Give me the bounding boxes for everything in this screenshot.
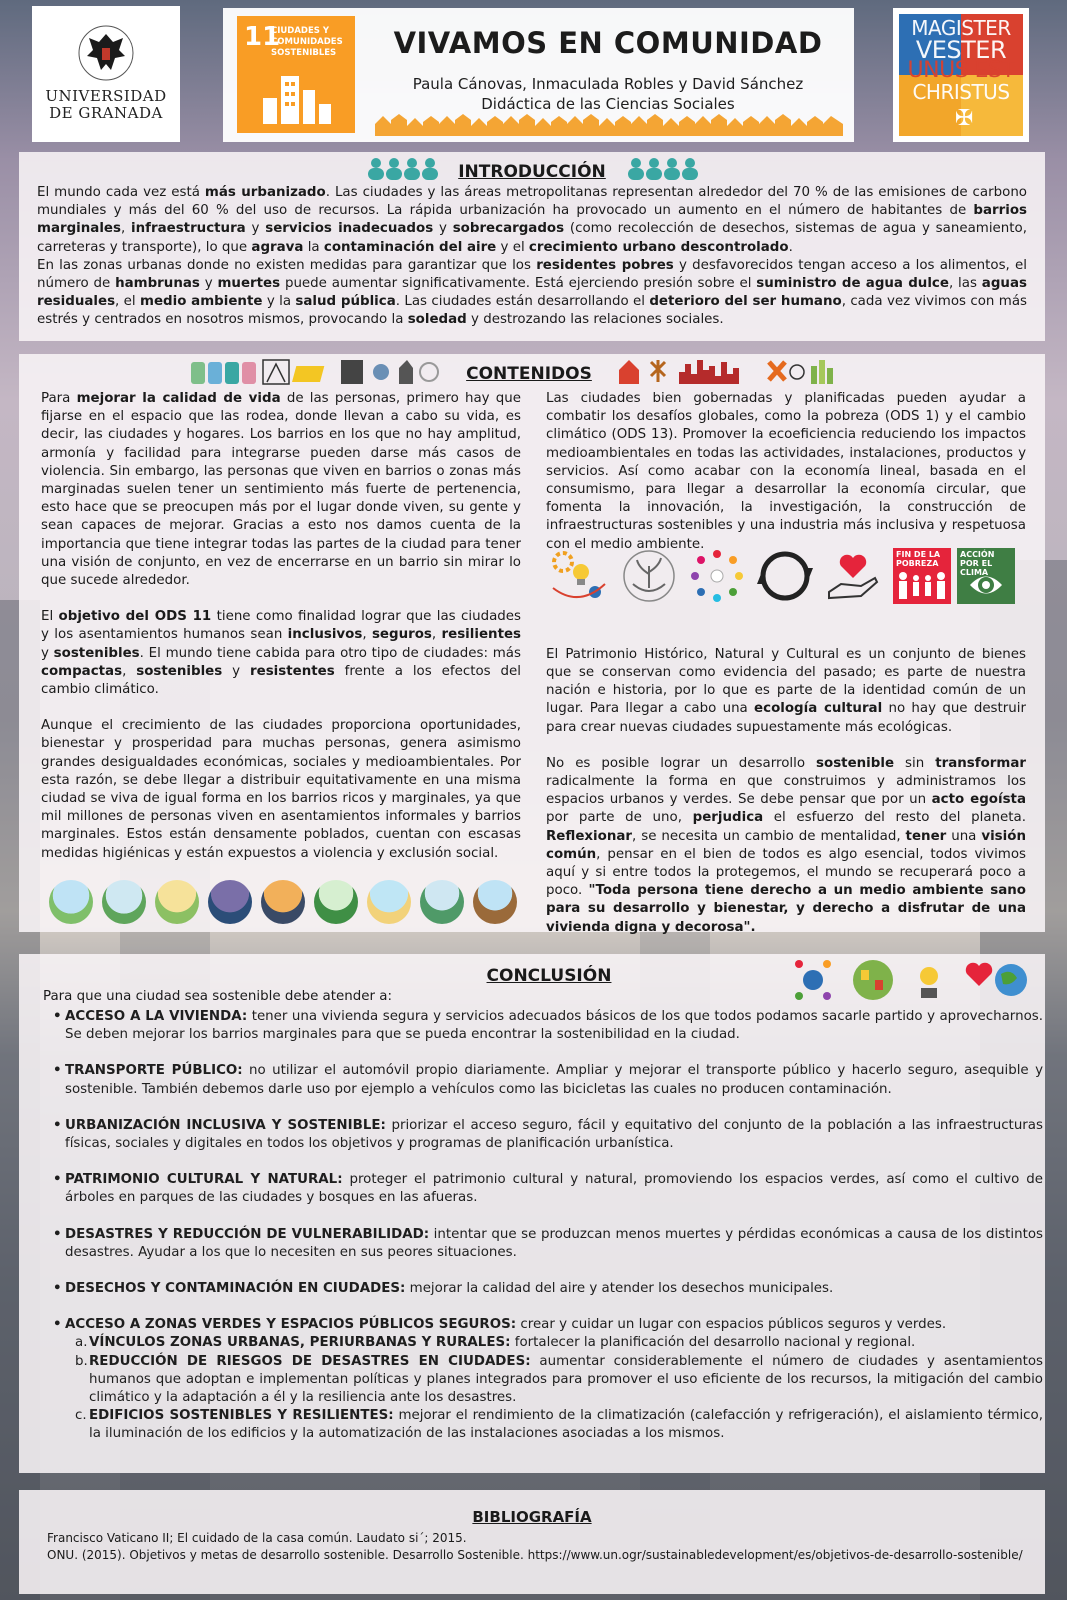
double-eagle-crest-icon	[77, 22, 135, 84]
ods13-tile	[957, 548, 1015, 604]
family-icon	[897, 570, 947, 600]
bibliography-title: BIBLIOGRAFÍA	[472, 1508, 592, 1526]
list-item: • ACCESO A LA VIVIENDA: tener una vivienda segura y servicios adecuados básicos de los que todos podamos sacarle partido y aprovecharnos. Se deben mejorar los barrios marginales para que se pueda encontrar la sostenibilidad en la ciudad.	[53, 1008, 1043, 1044]
list-item: • ACCESO A ZONAS VERDES Y ESPACIOS PÚBLICOS SEGUROS: crear y cuidar un lugar con espacios públicos seguros y verdes. a. VÍNCULOS ZONAS URBANAS, PERIURBANAS Y RURALES: fortalecer la planificación del desarrollo nacional y regional. b. REDUCCIÓN DE RIESGOS DE DESASTRES EN CIUDADES: aumentar considerablemente el número de ciudades y asentamientos humanos que adoptan e implementan políticas y planes integrados para promover el uso eficiente de los recursos, la mitigación del cambio climático y la adaptación a él y la resiliencia ante los desastres. c. EDIFICIOS SOSTENIBLES Y RESILIENTES: mejorar el rendimiento de la climatización (calefacción y refrigeración), el aislamiento térmico, la iluminación de los edificios y la automatización de las instalaciones asociadas a los mismos.	[53, 1316, 1043, 1443]
title-banner	[223, 8, 854, 142]
recycling-and-energy-icons	[191, 356, 441, 386]
eye-globe-icon	[968, 568, 1004, 602]
authors-block	[373, 74, 843, 114]
hands-plant-icon	[621, 548, 677, 604]
subject: Didáctica de las Ciencias Sociales	[481, 95, 735, 113]
reference: ONU. (2015). Objetivos y metas de desarrollo sostenible. Desarrollo Sostenible. https://www.un.ogr/sustainabledevelopment/es/objetivos-de-desarrollo-sostenible/	[47, 1547, 1023, 1562]
ods11-tile	[237, 16, 355, 133]
magister-line4: CHRISTUS	[912, 80, 1010, 104]
magister-logo	[893, 8, 1029, 142]
houses-row-icon	[375, 112, 843, 136]
list-item: • PATRIMONIO CULTURAL Y NATURAL: proteger el patrimonio cultural y natural, promoviendo los espacios verdes, así como el cultivo de árboles en parques de las ciudades y bosques en las afueras.	[53, 1171, 1043, 1207]
university-name-line2: DE GRANADA	[49, 104, 163, 122]
diverse-people-circle-icon	[689, 548, 745, 604]
city-sunset-icon	[261, 880, 305, 924]
ods1-label: FIN DE LA POBREZA	[896, 550, 941, 568]
forest-icon	[314, 880, 358, 924]
ods-number: 11	[244, 22, 281, 52]
bibliography-refs	[47, 1530, 1027, 1563]
waterfall-icon	[473, 880, 517, 924]
sub-list-item: a. VÍNCULOS ZONAS URBANAS, PERIURBANAS Y RURALES: fortalecer la planificación del desarrollo nacional y regional.	[75, 1335, 916, 1351]
magister-line1: MAGISTER	[911, 16, 1011, 40]
magister-line2: VESTER	[915, 36, 1007, 64]
circular-economy-icon	[757, 548, 813, 604]
reference: Francisco Vaticano II; El cuidado de la casa común. Laudato si´; 2015.	[47, 1531, 467, 1545]
sub-list-item: c. EDIFICIOS SOSTENIBLES Y RESILIENTES: mejorar el rendimiento de la climatización (calefacción y refrigeración), el aislamiento térmico, la iluminación de los edificios y la automatización de las instalaciones asociadas a los mismos.	[75, 1408, 1043, 1442]
sustainability-icons-row	[549, 548, 1029, 608]
city-buildings-icon	[261, 68, 333, 124]
cross-icon: ✠	[955, 106, 974, 131]
conclusion-title: CONCLUSIÓN	[486, 966, 612, 986]
introduction-section	[19, 152, 1045, 341]
conclusion-intro: Para que una ciudad sea sostenible debe atender a:	[43, 989, 392, 1004]
idea-gear-icon	[549, 548, 609, 604]
conclusion-list	[53, 1008, 1043, 1462]
house-tree-icon	[102, 880, 146, 924]
poster-title: VIVAMOS EN COMUNIDAD	[393, 26, 823, 60]
university-logo	[32, 6, 180, 142]
wind-turbine-icon	[49, 880, 93, 924]
university-name-line1: UNIVERSIDAD	[45, 87, 167, 105]
introduction-title: INTRODUCCIÓN	[458, 162, 606, 182]
contenidos-section	[19, 354, 1045, 935]
bibliography-section	[19, 1490, 1045, 1594]
beach-palm-icon	[367, 880, 411, 924]
contenidos-title: CONTENIDOS	[466, 364, 592, 384]
ods13-label: ACCIÓN POR EL CLIMA	[960, 550, 995, 577]
list-item: • URBANIZACIÓN INCLUSIVA Y SOSTENIBLE: priorizar el acceso seguro, fácil y equitativo del conjunto de la población a las infraestructuras físicas, sociales y digitales en todos los objetivos y programas de planificación urbanística.	[53, 1117, 1043, 1153]
ods1-tile	[893, 548, 951, 604]
magister-line3: UNUS EST	[907, 58, 1015, 83]
river-valley-icon	[420, 880, 464, 924]
sub-list-item: b. REDUCCIÓN DE RIESGOS DE DESASTRES EN CIUDADES: aumentar considerablemente el número de ciudades y asentamientos humanos que adoptan e implementan políticas y planes integrados para promover el uso eficiente de los recursos, la mitigación del cambio climático y la adaptación a él y la resiliencia ante los desastres.	[75, 1353, 1043, 1406]
authors: Paula Cánovas, Inmaculada Robles y David Sánchez	[412, 75, 804, 93]
introduction-text: El mundo cada vez está más urbanizado. Las ciudades y las áreas metropolitanas representan alrededor del 70 % de las emisiones de carbono mundiales y más del 60 % del uso de recursos. La rápida urbanización ha provocado un aumento en el número de habitantes de barrios marginales, infraestructura y servicios inadecuados y sobrecargados (como recolección de desechos, sistemas de agua y saneamiento, carreteras y transporte), lo que agrava la contaminación del aire y el crecimiento urbano descontrolado. En las zonas urbanas donde no existen medidas para garantizar que los residentes pobres y desfavorecidos tengan acceso a los alimentos, el número de hambrunas y muertes puede aumentar significativamente. Está ejerciendo presión sobre el suministro de agua dulce, las aguas residuales, el medio ambiente y la salud pública. Las ciudades están desarrollando el deterioro del ser humano, cada vez vivimos con más estrés y centrados en nosotros mismos, provocando la soledad y destrozando las relaciones sociales.	[37, 185, 1028, 328]
landscape-icons-row	[49, 880, 529, 926]
contenidos-right-column: Las ciudades bien gobernadas y planificadas pueden ayudar a combatir los desafíos globales, como la pobreza (ODS 1) y el cambio climático (ODS 13). Promover la ecoeficiencia reduciendo los impactos medioambientales en todas las actividades, instalaciones, productos y servicios. Así como acabar con la economía lineal, basada en el consumismo, para llegar a desarrollar la economía circular, que fomenta la innovación, la investigación, la construcción de infraestructuras sostenibles y una industria más inclusiva y respetuosa con el medio ambiente. El Patrimonio Histórico, Natural y Cultural es un conjunto de bienes que se conservan como evidencia del pasado; es parte de nuestra nación e historia, por lo que es parte de la identidad común de un lugar. Para llegar a cabo una ecología cultural no hay que destruir para crear nuevas ciudades supuestamente más ecológicas. No es posible lograr un desarrollo sostenible sin transformar radicalmente la forma en que construimos y administramos los espacios urbanos y verdes. Se debe pensar que por un acto egoísta por parte de uno, perjudica el esfuerzo del resto del planeta. Reflexionar, se necesita un cambio de mentalidad, tener una visión común, pensar en el bien de todos es algo esencial, todos vivimos aquí y si entre todos la protegemos, el mundo se recuperará poco a poco. "Toda persona tiene derecho a un medio ambiente sano para su desarrollo y bienestar, y derecho a disfrutar de una vivienda digna y decorosa".	[546, 391, 1027, 935]
list-item: • TRANSPORTE PÚBLICO: no utilizar el automóvil propio diariamente. Ampliar y mejorar el transporte público y hacerlo seguro, asequible y sostenible. También debemos darle uso por ejemplo a vehículos como las bicicletas las cuales no producen contaminación.	[53, 1062, 1043, 1098]
conclusion-section	[19, 954, 1045, 1473]
heart-hand-icon	[825, 548, 881, 604]
countryside-icon	[155, 880, 199, 924]
ods-label: CIUDADES Y COMUNIDADES SOSTENIBLES	[271, 26, 343, 58]
list-item: • DESASTRES Y REDUCCIÓN DE VULNERABILIDAD: intentar que se produzcan menos muertes y pérdidas económicas a causa de los distintos desastres. Ayudar a los que lo necesiten en sus peores situaciones.	[53, 1226, 1043, 1262]
contenidos-left-column: Para mejorar la calidad de vida de las personas, primero hay que fijarse en el espacio que las rodea, donde llevan a cabo su vida, es decir, las ciudades y hogares. Los barrios en los que no hay amplitud, armonía y facilidad para integrarse pueden darse más casos de violencia. Sin embargo, las personas que viven en barrios o zonas más marginadas suelen tener un sentimiento más fuerte de pertenencia, esto hace que se preocupen más por el lugar donde viven, su gente y sean capaces de mejorar. Gracias a esto nos damos cuenta de la importancia que tiene integrar todas las partes de la ciudad para tener una visión de conjunto, en vez de encerrarse en un barrio sin mirar lo que sucede alrededor. El objetivo del ODS 11 tiene como finalidad lograr que las ciudades y los asentamientos humanos sean inclusivos, seguros, resilientes y sostenibles. El mundo tiene cabida para otro tipo de ciudades: más compactas, sostenibles y resistentes frente a los efectos del cambio climático. Aunque el crecimiento de las ciudades proporciona oportunidades, bienestar y prosperidad para muchas personas, genera asimismo grandes desigualdades económicas, sociales y medioambientales. Por esta razón, se debe llegar a distribuir equitativamente en una misma ciudad se viva de igual forma en los barrios ricos y marginales, ya que mil millones de personas viven en asentamientos informales y barrios marginales. Estos están densamente poblados, cuentan con escasas medidas higiénicas y están expuestos a violencia y exclusión social.	[41, 391, 522, 861]
list-item: • DESECHOS Y CONTAMINACIÓN EN CIUDADES: mejorar la calidad del aire y atender los desechos municipales.	[53, 1280, 1043, 1298]
night-mountain-icon	[208, 880, 252, 924]
sub-list	[65, 1334, 1043, 1443]
city-and-pollution-icons	[619, 356, 844, 386]
